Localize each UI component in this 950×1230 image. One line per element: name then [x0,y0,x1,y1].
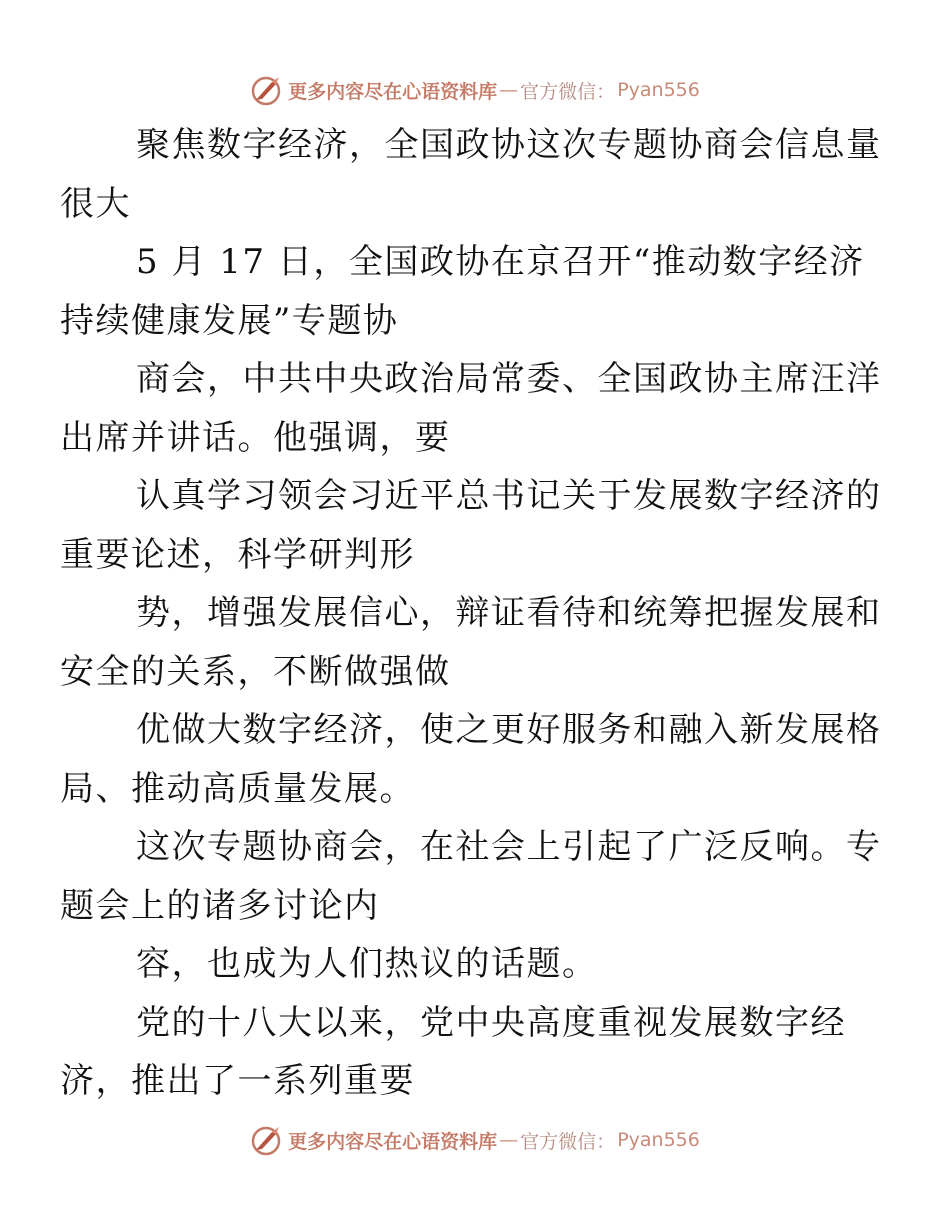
watermark-brand: 更多内容尽在心语资料库 [288,1130,498,1153]
paragraph [60,818,882,935]
text-line: 局、推动高质量发展。 [60,768,415,809]
watermark-brand: 更多内容尽在心语资料库 [288,80,498,103]
document-body [60,116,882,1111]
text-line: 安全的关系，不断做强做 [60,651,451,692]
text-line: 容，也成为人们热议的话题。 [136,944,598,984]
text-line: 势，增强发展信心，辩证看待和统筹把握发展和 [136,593,882,633]
quill-logo-icon [250,1124,282,1156]
text-line: 题会上的诸多讨论内 [60,885,380,926]
paragraph [60,116,882,233]
text-line: 5 月 17 日，全国政协在京召开“推动数字经济 [136,242,865,282]
paragraph [60,350,882,467]
text-line: 出席并讲话。他强调，要 [60,417,451,458]
text-line: 认真学习领会习近平总书记关于发展数字经济的 [136,476,882,516]
footer-watermark [0,1120,950,1160]
quill-logo-icon [250,74,282,106]
paragraph [60,584,882,701]
watermark-label: 官方微信： [520,1130,616,1153]
paragraph [60,233,865,350]
text-line: 商会，中共中央政治局常委、全国政协主席汪洋 [136,359,882,399]
paragraph [98,935,858,994]
watermark-separator: — [499,79,519,101]
text-line: 这次专题协商会，在社会上引起了广泛反响。专 [136,827,882,867]
text-line: 很大 [60,183,131,224]
text-line: 济，推出了一系列重要 [60,1061,415,1101]
watermark-label: 官方微信： [520,80,616,103]
text-line: 持续健康发展”专题协 [60,300,399,341]
text-line: 聚焦数字经济，全国政协这次专题协商会信息量 [136,125,882,165]
header-watermark [0,70,950,110]
watermark-separator: — [499,1129,519,1151]
paragraph [60,701,882,818]
text-line: 重要论述，科学研判形 [60,534,415,575]
text-line: 党的十八大以来，党中央高度重视发展数字经 [136,1002,846,1043]
watermark-id: Pyan556 [617,1129,700,1151]
paragraph [60,467,882,584]
paragraph [60,994,858,1111]
text-line: 优做大数字经济，使之更好服务和融入新发展格 [136,710,882,750]
watermark-id: Pyan556 [617,79,700,101]
